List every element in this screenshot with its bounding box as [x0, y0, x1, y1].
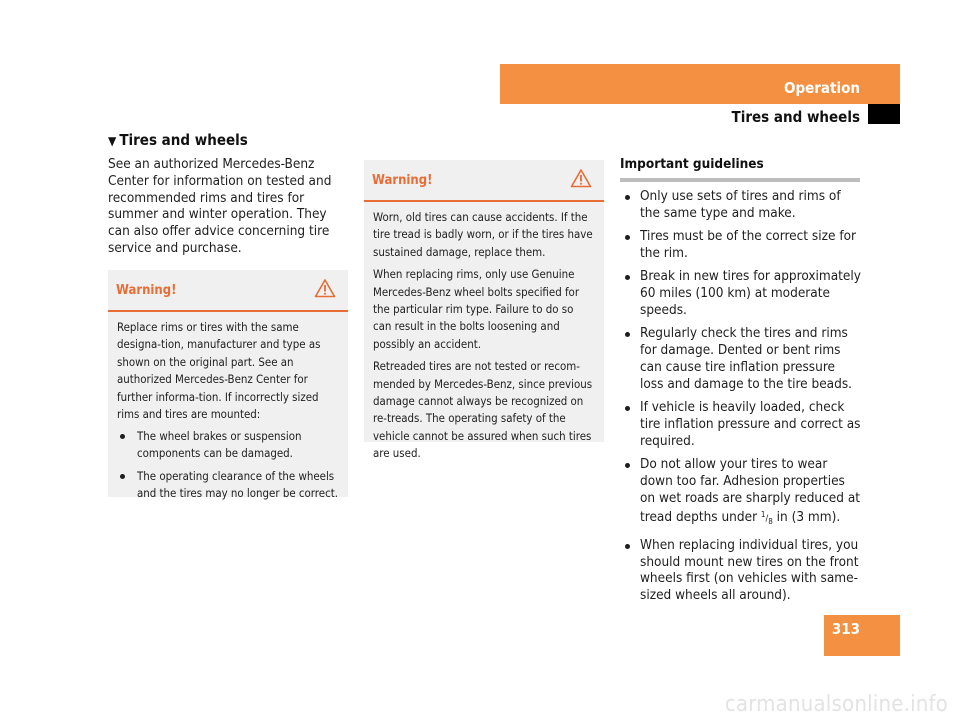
header-band: [500, 64, 900, 104]
triangle-down-icon: ▼: [108, 134, 117, 148]
intro-paragraph: See an authorized Mercedes-Benz Center for information on tested and recommended rims and tires for summer and winter operation. They can also offer advice concerning tire service and purchase.: [108, 156, 332, 256]
warning-title: Warning!: [372, 173, 433, 188]
warning-triangle-icon: [314, 278, 336, 302]
guideline-item: When replacing individual tires, you should mount new tires on the front wheels first (on vehicles with same-sized wheels all around).: [620, 537, 862, 604]
fraction-numerator: 1: [760, 509, 766, 519]
section-title: Tires and wheels: [731, 108, 860, 126]
page-number-box: [824, 615, 900, 656]
fraction-denominator: 8: [768, 516, 773, 526]
header-black-tab: [868, 104, 900, 124]
warning-bullet: The wheel brakes or suspension components can be damaged.: [117, 428, 338, 462]
warning-paragraph: Replace rims or tires with the same designa-tion, manufacturer and type as shown on the original part. See an authorized Mercedes-Benz Center for further informa-tion. If incorrectly sized rims and tires are mounted:: [117, 320, 321, 422]
warning-body: [364, 202, 604, 476]
warning-header: [108, 270, 348, 312]
watermark: carmanualsonline.info: [724, 692, 948, 717]
warning-bullet-list: [117, 428, 338, 501]
guideline-item: If vehicle is heavily loaded, check tire inflation pressure and correct as required.: [620, 399, 862, 449]
guideline-item: Regularly check the tires and rims for damage. Dented or bent rims can cause tire inflation pressure loss and damage to the tire beads.: [620, 325, 862, 392]
warning-bullet: The operating clearance of the wheels and the tires may no longer be correct.: [117, 468, 338, 502]
guideline-item: [620, 456, 862, 530]
warning-title: Warning!: [116, 283, 177, 298]
warning-header: [364, 160, 604, 202]
warning-triangle-icon: [570, 168, 592, 192]
section-heading-text: Tires and wheels: [119, 131, 248, 149]
section-heading: [108, 131, 248, 149]
guideline-text: in (3 mm).: [772, 508, 841, 525]
guideline-text: Do not allow your tires to wear down too far. Adhesion properties on wet roads are sharply reduced at tread depths under: [640, 456, 861, 525]
warning-box: [364, 160, 604, 461]
warning-box: [108, 270, 348, 500]
guideline-item: Only use sets of tires and rims of the same type and make.: [620, 188, 862, 222]
chapter-label: Operation: [783, 79, 860, 97]
warning-paragraph: Worn, old tires can cause accidents. If the tire tread is badly worn, or if the tires have sustained damage, replace them.: [373, 210, 593, 259]
guideline-item: Tires must be of the correct size for the rim.: [620, 228, 862, 262]
guidelines-heading: Important guidelines: [620, 156, 860, 182]
fraction: $^1/_8$: [760, 509, 773, 526]
warning-body: [108, 312, 348, 516]
page-number: 313: [831, 620, 860, 638]
guidelines-list: [620, 188, 862, 610]
warning-paragraph: Retreaded tires are not tested or recom-mended by Mercedes-Benz, since previous damage cannot always be recognized on re-treads. The operating safety of the vehicle cannot be assured when such tires are used.: [373, 359, 593, 461]
warning-paragraph: When replacing rims, only use Genuine Mercedes-Benz wheel bolts specified for the particular rim type. Failure to do so can result in the bolts loosening and possibly an accident.: [373, 267, 580, 351]
guideline-item: Break in new tires for approximately 60 miles (100 km) at moderate speeds.: [620, 268, 862, 318]
